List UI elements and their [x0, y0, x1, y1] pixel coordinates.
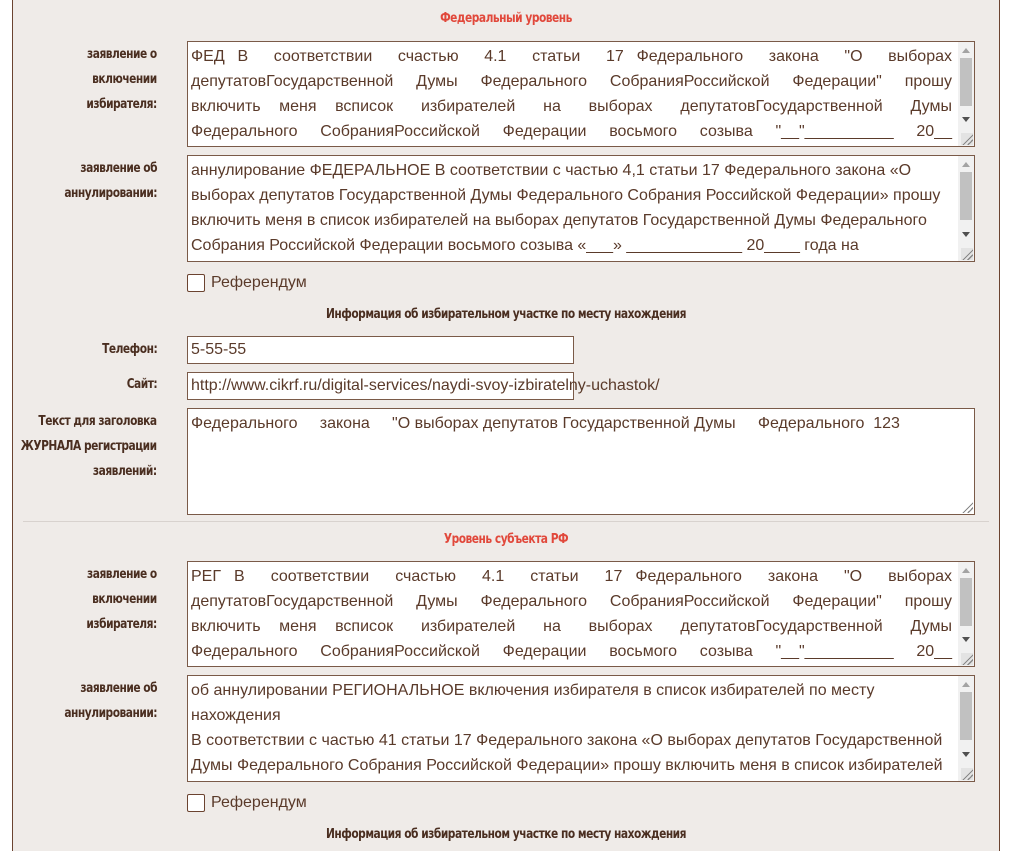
- regional-annul-text: об аннулировании РЕГИОНАЛЬНОЕ включения избирателя в список избирателей по месту нахождения В соответствии с частью 41 статьи 17 Федерального закона «О выборах депутатов Государственной Думы Федерального Собрания Российской Федерации» прошу включить меня в список избирателей: [191, 682, 943, 774]
- section-title-federal: Федеральный уровень: [440, 11, 572, 26]
- resize-handle-icon[interactable]: [961, 653, 973, 665]
- scroll-down-icon[interactable]: [962, 117, 970, 122]
- label-line: заявление о: [87, 47, 157, 62]
- resize-handle-icon[interactable]: [961, 501, 973, 513]
- regional-annul-textarea[interactable]: [187, 675, 975, 782]
- regional-inclusion-textarea[interactable]: [187, 561, 975, 667]
- scroll-down-icon[interactable]: [962, 637, 970, 642]
- resize-handle-icon[interactable]: [961, 248, 973, 260]
- label-line: заявление об: [80, 161, 157, 176]
- label-line: заявление о: [87, 567, 157, 582]
- journal-header-textarea[interactable]: [187, 408, 975, 515]
- label-line: аннулировании:: [64, 706, 157, 721]
- regional-referendum-checkbox-row[interactable]: [187, 792, 307, 814]
- federal-info-title: Информация об избирательном участке по месту нахождения: [325, 307, 687, 322]
- label-line: Текст для заголовка: [38, 414, 157, 429]
- federal-referendum-checkbox[interactable]: [187, 274, 205, 292]
- settings-panel: [12, 0, 1000, 851]
- federal-referendum-label[interactable]: Референдум: [211, 274, 307, 291]
- label-site: Сайт:: [126, 377, 157, 392]
- scroll-up-icon[interactable]: [962, 162, 970, 167]
- federal-annul-textarea[interactable]: [187, 155, 975, 262]
- label-line: ЖУРНАЛА регистрации: [21, 439, 157, 454]
- scroll-up-icon[interactable]: [962, 48, 970, 53]
- resize-handle-icon[interactable]: [961, 768, 973, 780]
- regional-referendum-checkbox[interactable]: [187, 794, 205, 812]
- resize-handle-icon[interactable]: [961, 133, 973, 145]
- regional-inclusion-text: РЕГ В соответствии счастью 4.1 статьи 17 Федерального закона "О выборах депутатовГосударственной Думы Федерального СобранияРоссийской Федерации" прошу включить меня всписок избирателей на выборах депутатовГосударственной Думы Федерального СобранияРоссийской Федерации восьмого созыва "__"__________ 20__: [191, 568, 957, 660]
- label-line: избирателя:: [86, 97, 157, 112]
- label-journal: [21, 409, 157, 484]
- federal-inclusion-text: ФЕД В соответствии счастью 4.1 статьи 17 Федерального закона "О выборах депутатовГосударственной Думы Федерального СобранияРоссийской Федерации" прошу включить меня всписок избирателей на выборах депутатовГосударственной Думы Федерального СобранияРоссийской Федерации восьмого созыва "__"__________ 20__: [191, 48, 957, 140]
- scrollbar[interactable]: [958, 156, 974, 261]
- scroll-up-icon[interactable]: [962, 568, 970, 573]
- scrollbar[interactable]: [958, 676, 974, 781]
- regional-referendum-label[interactable]: Референдум: [211, 794, 307, 811]
- label-line: включении: [92, 592, 157, 607]
- scroll-thumb[interactable]: [960, 578, 972, 626]
- label-line: избирателя:: [86, 617, 157, 632]
- federal-annul-text: аннулирование ФЕДЕРАЛЬНОЕ В соответствии с частью 4,1 статьи 17 Федерального закона «О выборах депутатов Государственной Думы Федерального Собрания Российской Федерации» прошу включить меня в список избирателей на выборах депутатов Государственной Думы Федерального Собрания Российской Федерации восьмого созыва «___» _____________ 20____ года на: [191, 162, 945, 254]
- scroll-thumb[interactable]: [960, 172, 972, 220]
- federal-referendum-checkbox-row[interactable]: [187, 272, 307, 294]
- section-divider: [23, 521, 989, 522]
- label-line: включении: [92, 72, 157, 87]
- label-federal-inclusion: [87, 42, 157, 117]
- label-regional-annul: [64, 676, 157, 726]
- section-title-regional: Уровень субъекта РФ: [443, 532, 569, 547]
- label-line: заявление об: [80, 681, 157, 696]
- phone-input[interactable]: 5-55-55: [187, 336, 574, 364]
- label-line: аннулировании:: [64, 186, 157, 201]
- label-federal-annul: [64, 156, 157, 206]
- label-phone: Телефон:: [101, 342, 157, 357]
- label-line: заявлений:: [93, 464, 157, 479]
- label-regional-inclusion: [87, 562, 157, 637]
- regional-info-title: Информация об избирательном участке по месту нахождения: [325, 827, 687, 842]
- scroll-up-icon[interactable]: [962, 682, 970, 687]
- scroll-down-icon[interactable]: [962, 752, 970, 757]
- journal-header-text: Федерального закона "О выборах депутатов Государственной Думы Федерального 123: [191, 415, 900, 432]
- scroll-thumb[interactable]: [960, 58, 972, 106]
- scrollbar[interactable]: [958, 562, 974, 666]
- site-input[interactable]: http://www.cikrf.ru/digital-services/naydi-svoy-izbiratelny-uchastok/: [187, 372, 574, 400]
- scroll-thumb[interactable]: [960, 692, 972, 740]
- scroll-down-icon[interactable]: [962, 232, 970, 237]
- scrollbar[interactable]: [958, 42, 974, 146]
- federal-inclusion-textarea[interactable]: [187, 41, 975, 147]
